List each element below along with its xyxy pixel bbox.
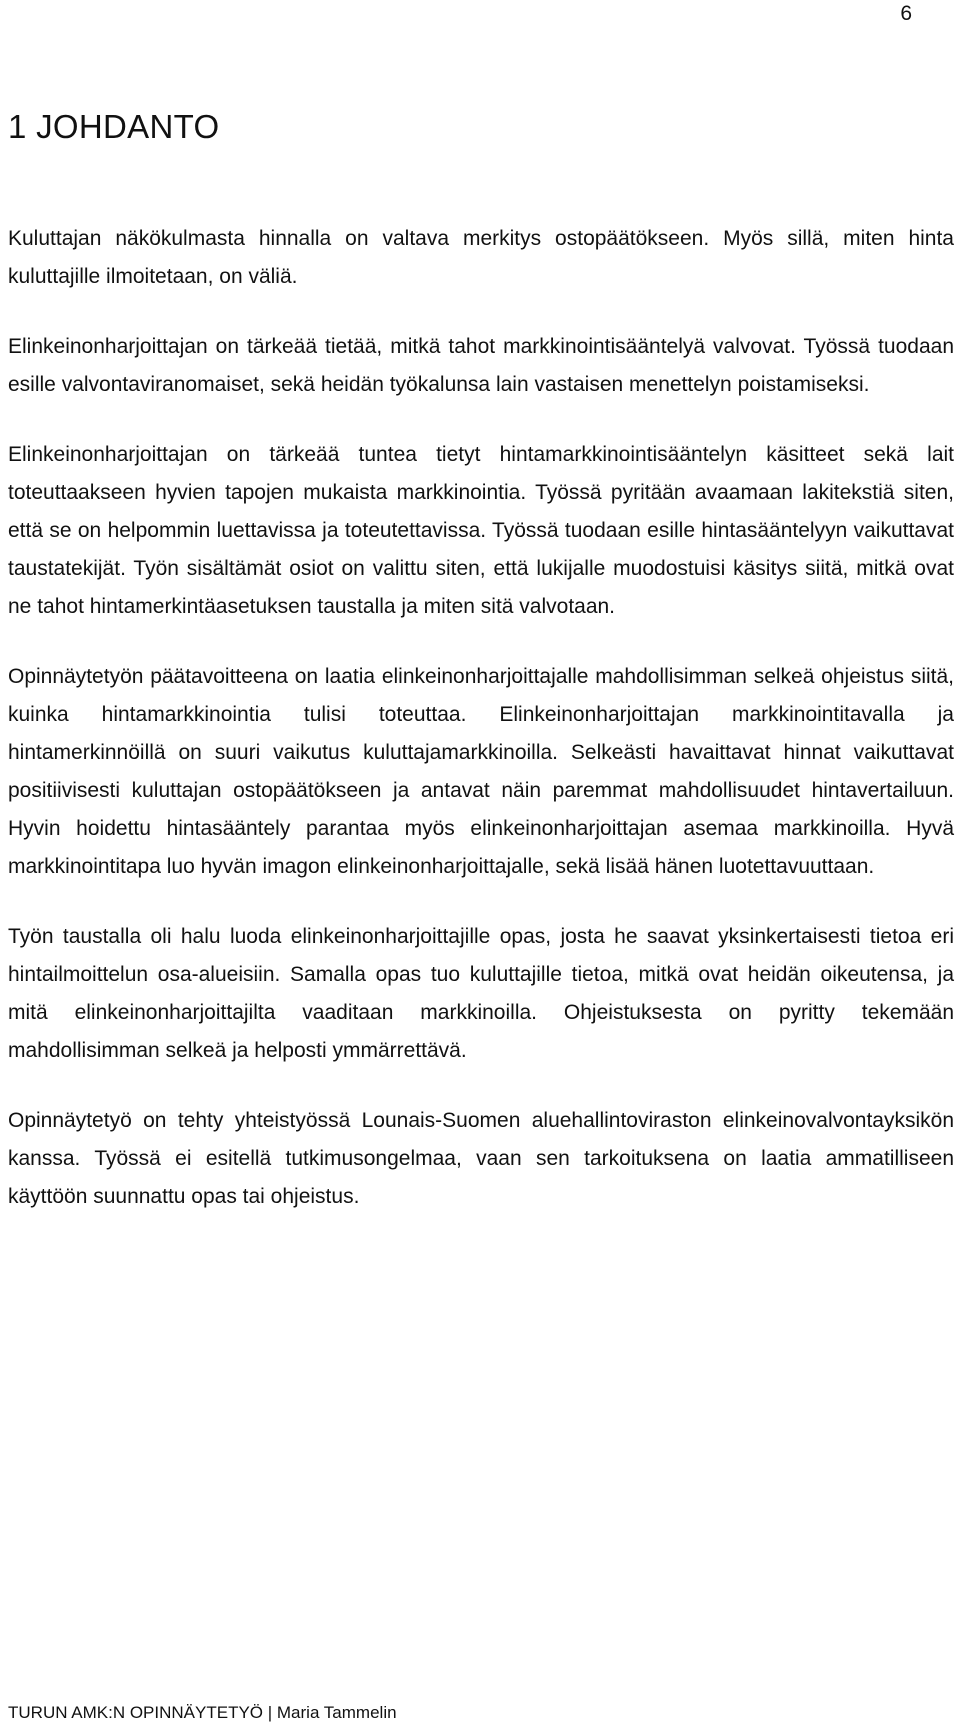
page-number: 6 [900,2,912,25]
page-footer: TURUN AMK:N OPINNÄYTETYÖ | Maria Tammelin [8,1703,397,1722]
paragraph-1: Kuluttajan näkökulmasta hinnalla on valtava merkitys ostopäätökseen. Myös sillä, miten hinta kuluttajille ilmoitetaan, on väliä. [8,227,954,288]
chapter-title: 1 JOHDANTO [8,108,220,145]
paragraph-4: Opinnäytetyön päätavoitteena on laatia elinkeinonharjoittajalle mahdollisimman selkeä ohjeistus siitä, kuinka hintamarkkinointia tulisi toteuttaa. Elinkeinonharjoittajan markkinointitavalla ja hintamerkinnöillä on suuri vaikutus kuluttajamarkkinoilla. Selkeästi havaittavat hinnat vaikuttavat positiivisesti kuluttajan ostopäätökseen ja antavat näin paremmat mahdollisuudet hintavertailuun. Hyvin hoidettu hintasääntely parantaa myös elinkeinonharjoittajan asemaa markkinoilla. Hyvä markkinointitapa luo hyvän imagon elinkeinonharjoittajalle, sekä lisää hänen luotettavuuttaan. [8,665,954,878]
body-text [8,220,954,1216]
paragraph-3: Elinkeinonharjoittajan on tärkeää tuntea tietyt hintamarkkinointisääntelyn käsitteet sekä lait toteuttaakseen hyvien tapojen mukaista markkinointia. Työssä pyritään avaamaan lakitekstiä siten, että se on helpommin luettavissa ja toteutettavissa. Työssä tuodaan esille hintasääntelyyn vaikuttavat taustatekijät. Työn sisältämät osiot on valittu siten, että lukijalle muodostuisi käsitys siitä, mitkä ovat ne tahot hintamerkintäasetuksen taustalla ja miten sitä valvotaan. [8,443,954,618]
paragraph-5: Työn taustalla oli halu luoda elinkeinonharjoittajille opas, josta he saavat yksinkertaisesti tietoa eri hintailmoittelun osa-alueisiin. Samalla opas tuo kuluttajille tietoa, mitkä ovat heidän oikeutensa, ja mitä elinkeinonharjoittajilta vaaditaan markkinoilla. Ohjeistuksesta on pyritty tekemään mahdollisimman selkeä ja helposti ymmärrettävä. [8,925,954,1062]
paragraph-2: Elinkeinonharjoittajan on tärkeää tietää, mitkä tahot markkinointisääntelyä valvovat. Työssä tuodaan esille valvontaviranomaiset, sekä heidän työkalunsa lain vastaisen menettelyn poistamiseksi. [8,335,954,396]
paragraph-6: Opinnäytetyö on tehty yhteistyössä Lounais-Suomen aluehallintoviraston elinkeinovalvontayksikön kanssa. Työssä ei esitellä tutkimusongelmaa, vaan sen tarkoituksena on laatia ammatilliseen käyttöön suunnattu opas tai ohjeistus. [8,1109,954,1208]
